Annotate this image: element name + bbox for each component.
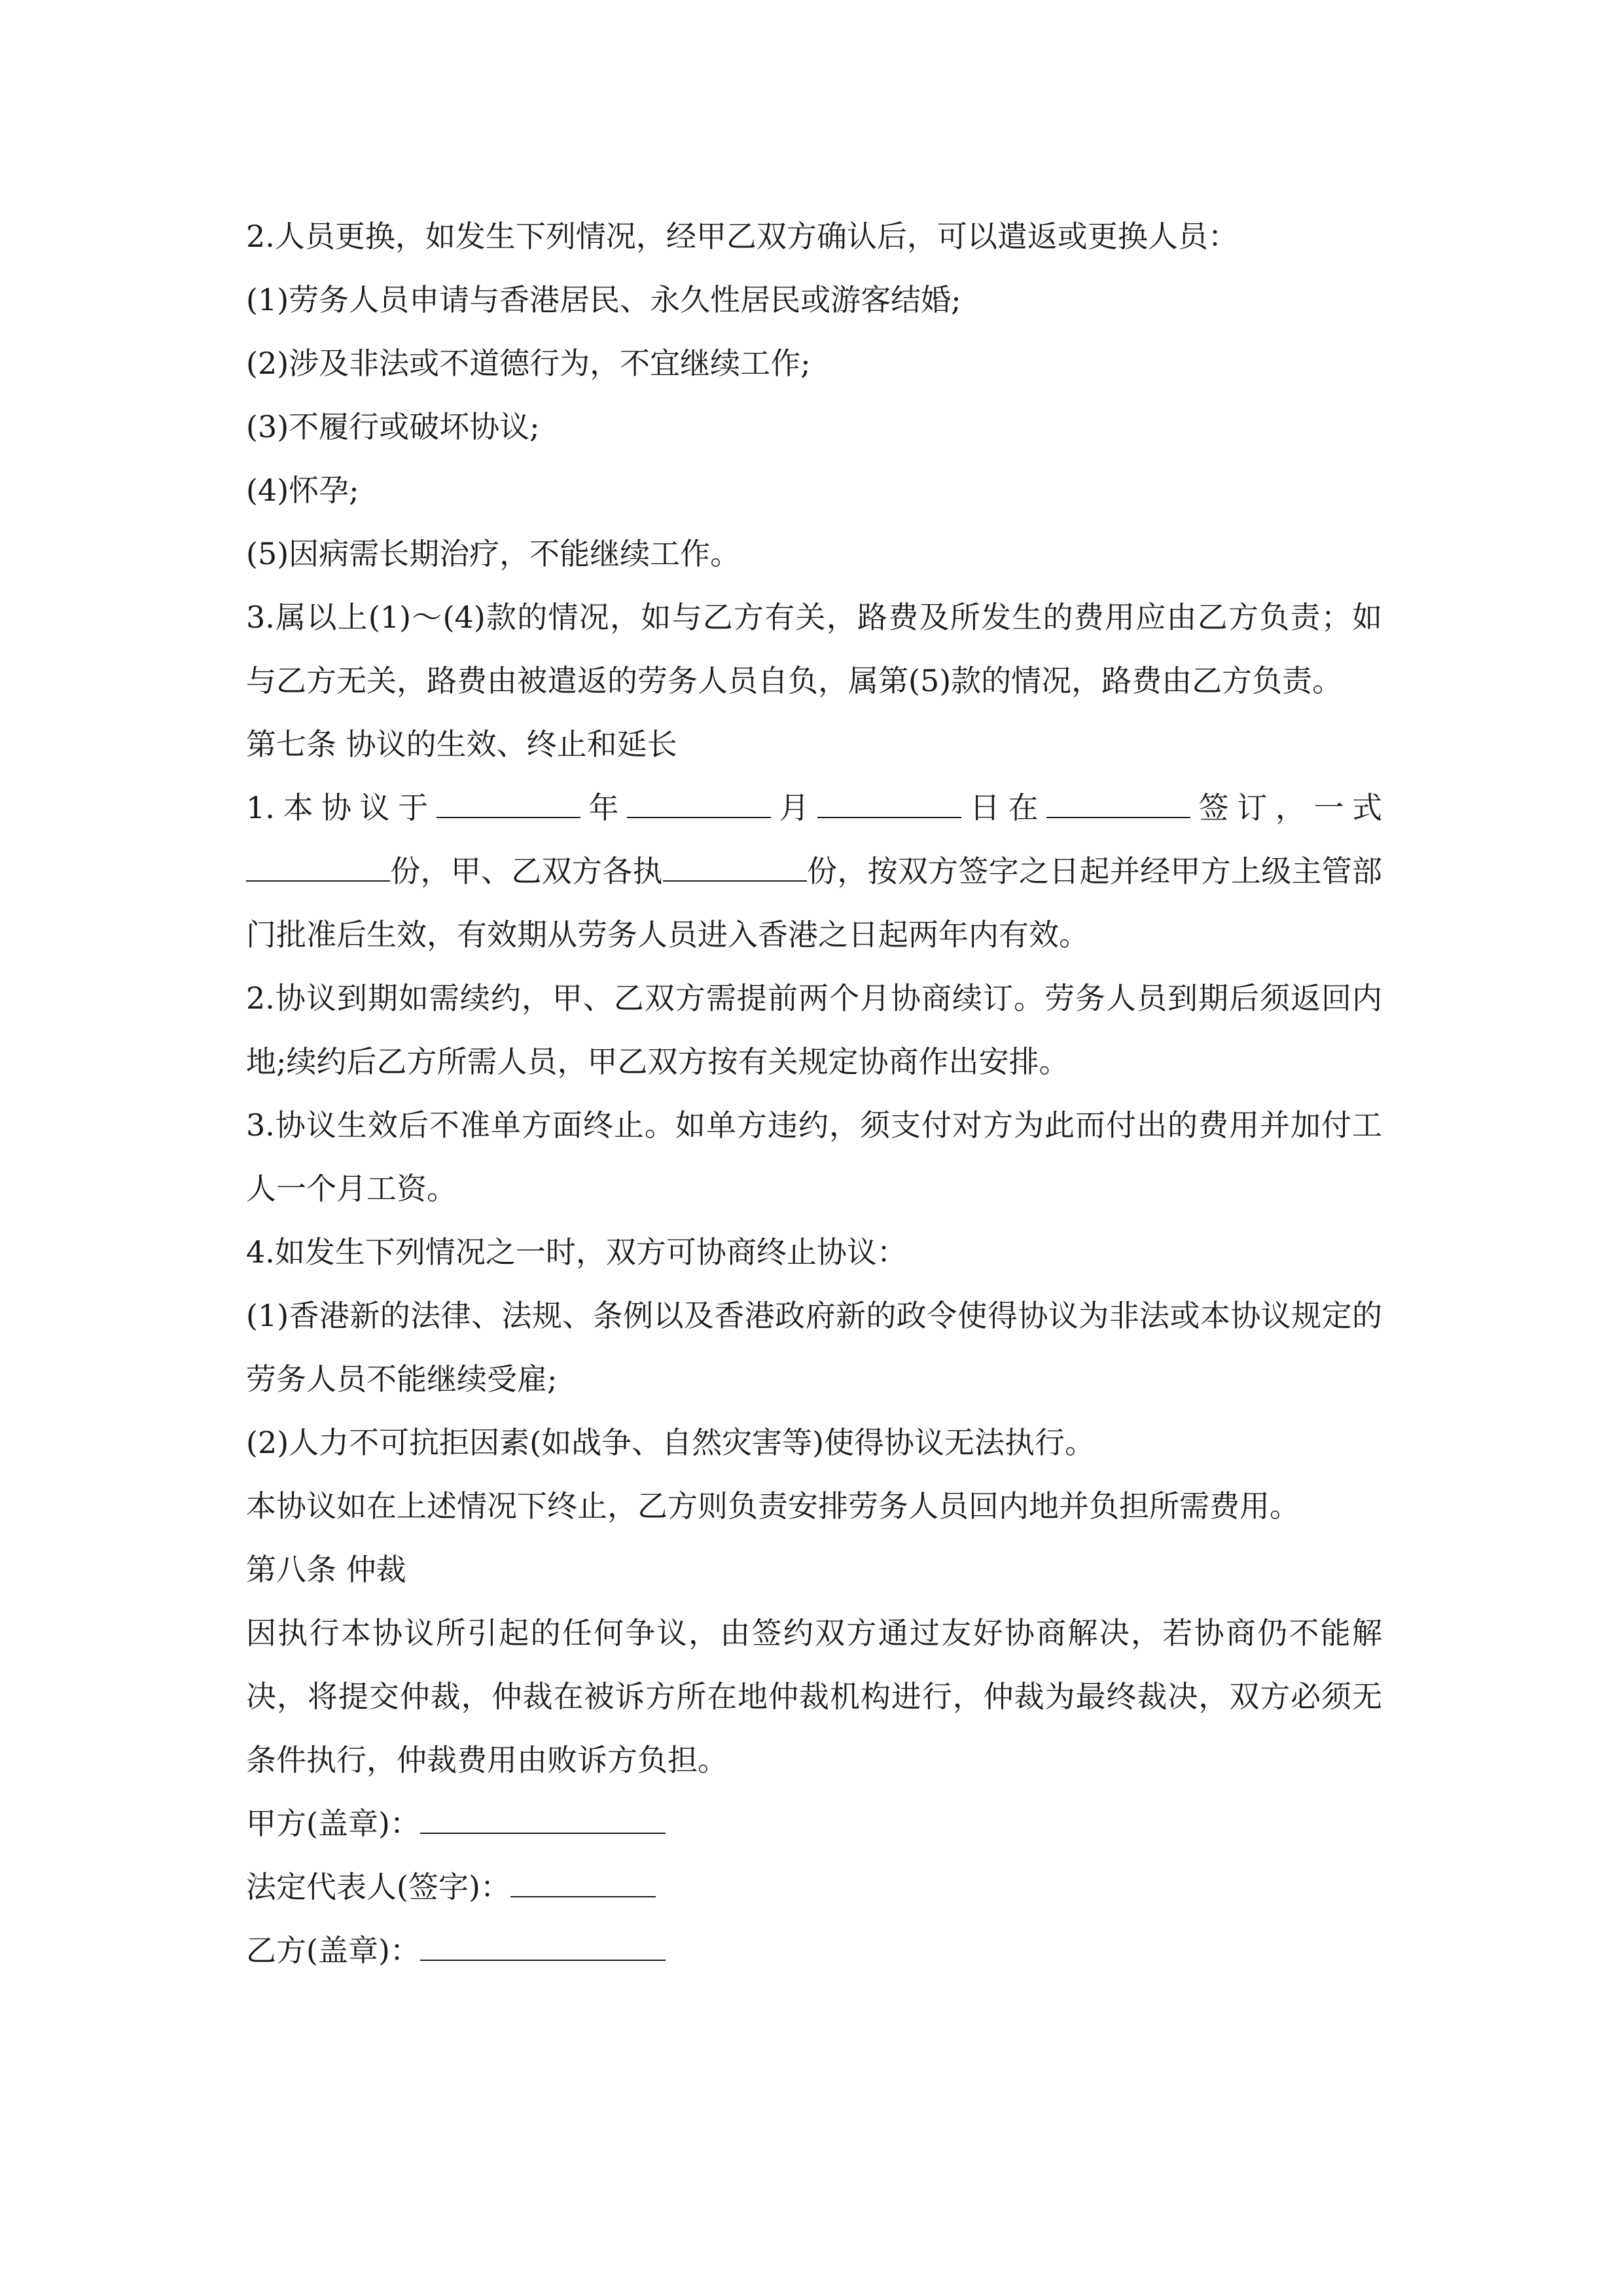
s6-item3: 3.属以上(1)～(4)款的情况，如与乙方有关，路费及所发生的费用应由乙方负责；如与乙方无关，路费由被遣返的劳务人员自负，属第(5)款的情况，路费由乙方负责。 [246, 600, 1382, 698]
copies-label: 份，甲、乙双方各执 [390, 853, 663, 889]
place-blank [1046, 784, 1190, 818]
signature-legal-rep [246, 1856, 1382, 1919]
s7-sub1: (1)香港新的法律、法规、条例以及香港政府新的政令使得协议为非法或本协议规定的劳务人员不能继续受雇; [246, 1298, 1382, 1397]
signature-party-b [246, 1919, 1382, 1982]
s7-item4: 4.如发生下列情况之一时，双方可协商终止协议： [246, 1234, 907, 1270]
s7-item1 [246, 776, 1382, 967]
s7-sub2: (2)人力不可抗拒因素(如战争、自然灾害等)使得协议无法执行。 [246, 1425, 1096, 1460]
s6-sub4: (4)怀孕; [246, 473, 359, 508]
s7-item3: 3.协议生效后不准单方面终止。如单方违约，须支付对方为此而付出的费用并加付工人一个月工资。 [246, 1107, 1382, 1206]
party-b-seal-line [420, 1927, 666, 1961]
s7-item1-rest: 份，按双方签字之日起并经甲方上级主管部门批准后生效，有效期从劳务人员进入香港之日起两年内有效。 [246, 853, 1383, 952]
s7-heading: 第七条 协议的生效、终止和延长 [246, 726, 677, 762]
year-label: 年 [580, 790, 628, 825]
s7-item1-line1 [246, 790, 1382, 825]
month-label: 月 [771, 790, 818, 825]
signed-label: 签订，一式 [1190, 790, 1383, 825]
month-blank [627, 784, 771, 818]
party-a-label: 甲方(盖章)： [246, 1806, 420, 1841]
day-blank [817, 784, 961, 818]
document-body [246, 205, 1382, 1982]
s7-item2: 2.协议到期如需续约，甲、乙双方需提前两个月协商续订。劳务人员到期后须返回内地;续约后乙方所需人员，甲乙双方按有关规定协商作出安排。 [246, 980, 1382, 1079]
s6-sub2: (2)涉及非法或不道德行为，不宜继续工作; [246, 346, 811, 381]
party-b-label: 乙方(盖章)： [246, 1933, 420, 1968]
party-a-seal-line [420, 1800, 666, 1834]
year-blank [437, 784, 580, 818]
s8-body: 因执行本协议所引起的任何争议，由签约双方通过友好协商解决，若协商仍不能解决，将提交仲裁，仲裁在被诉方所在地仲裁机构进行，仲裁为最终裁决，双方必须无条件执行，仲裁费用由败诉方负担。 [246, 1615, 1382, 1778]
each-blank [663, 848, 807, 882]
s8-heading: 第八条 仲裁 [246, 1552, 406, 1587]
s6-item2: 2.人员更换，如发生下列情况，经甲乙双方确认后，可以遣返或更换人员： [246, 219, 1238, 254]
day-label: 日在 [961, 790, 1047, 825]
s7-item1-prefix: 1.本协议于 [246, 790, 437, 825]
s6-sub1: (1)劳务人员申请与香港居民、永久性居民或游客结婚; [246, 282, 961, 317]
s7-closing: 本协议如在上述情况下终止，乙方则负责安排劳务人员回内地并负担所需费用。 [246, 1488, 1300, 1524]
legal-rep-label: 法定代表人(签字)： [246, 1869, 510, 1905]
s6-sub3: (3)不履行或破坏协议; [246, 409, 540, 444]
s6-sub5: (5)因病需长期治疗，不能继续工作。 [246, 536, 741, 571]
signature-party-a [246, 1792, 1382, 1856]
copies-blank [246, 848, 390, 882]
legal-rep-sign-line [510, 1863, 656, 1897]
